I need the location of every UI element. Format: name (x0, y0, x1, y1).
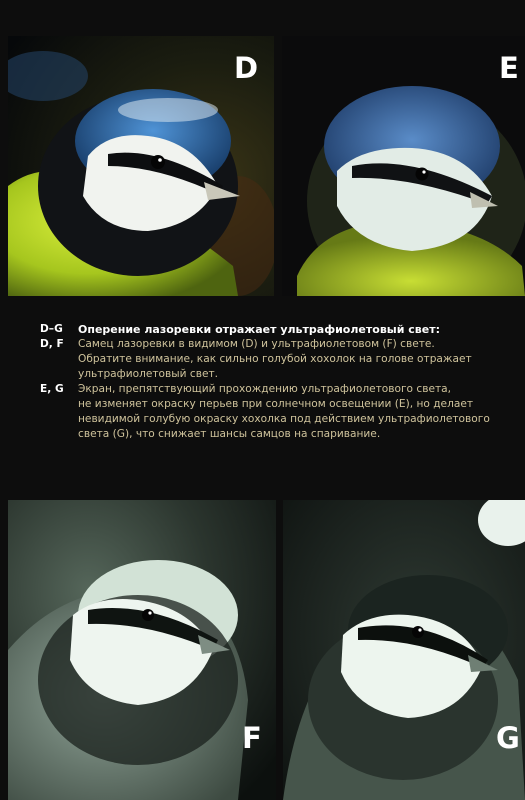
caption-line: невидимой голубую окраску хохолка под действием ультрафиолетового (78, 413, 490, 425)
bird-illustration-g (283, 500, 525, 800)
caption-item-eg (40, 382, 490, 442)
panel-letter-d: D (234, 51, 259, 85)
figure-caption (40, 322, 490, 442)
panel-letter-f: F (242, 721, 262, 755)
caption-line: Обратите внимание, как сильно голубой хохолок на голове отражает (78, 353, 472, 365)
caption-item-df (40, 337, 490, 382)
caption-line: ультрафиолетовый свет. (78, 368, 219, 380)
photo-f-ultraviolet (8, 500, 276, 800)
caption-line: Экран, препятствующий прохождению ультрафиолетового света, (78, 383, 452, 395)
caption-title-key: D–G (40, 323, 63, 335)
caption-title: Оперение лазоревки отражает ультрафиолетовый свет: (78, 323, 440, 336)
caption-item-text (78, 382, 490, 442)
panel-letter-e: E (499, 51, 519, 85)
caption-item-key: D, F (40, 338, 64, 350)
bird-illustration-e (282, 36, 525, 296)
caption-title-row (40, 322, 490, 337)
photo-e-uv-screen-visible (282, 36, 525, 296)
caption-line: света (G), что снижает шансы самцов на спаривание. (78, 428, 381, 440)
caption-line: не изменяет окраску перьев при солнечном освещении (E), но делает (78, 398, 474, 410)
panel-letter-g: G (496, 721, 520, 755)
photo-d-visible-light (8, 36, 274, 296)
photo-g-uv-screen-ultraviolet (283, 500, 525, 800)
caption-item-key: E, G (40, 383, 64, 395)
caption-line: Самец лазоревки в видимом (D) и ультрафиолетовом (F) свете. (78, 338, 435, 350)
bird-illustration-f (8, 500, 276, 800)
caption-item-text (78, 337, 490, 382)
